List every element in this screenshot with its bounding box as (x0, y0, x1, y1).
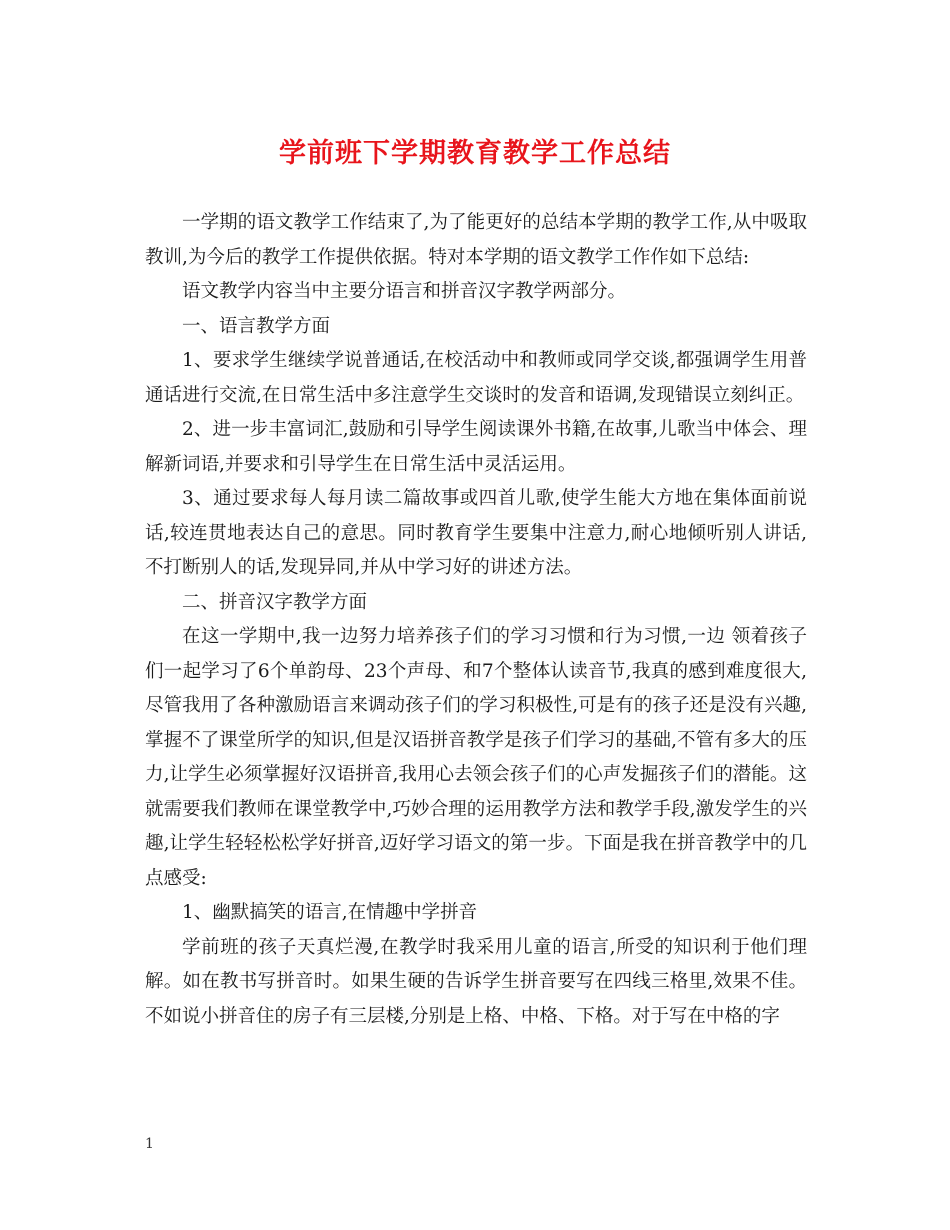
paragraph-humor: 学前班的孩子天真烂漫,在教学时我采用儿童的语言,所受的知识利于他们理解。如在教书写拼音时。如果生硬的告诉学生拼音要写在四线三格里,效果不佳。不如说小拼音住的房子有三层楼,分别是上格、中格、下格。对于写在中格的字 (145, 936, 807, 1027)
paragraph-language-3: 3、通过要求每人每月读二篇故事或四首儿歌,使学生能大方地在集体面前说话,较连贯地表达自己的意思。同时教育学生要集中注意力,耐心地倾听别人讲话,不打断别人的话,发现异同,并从中学习好的讲述方法。 (145, 488, 807, 578)
paragraph-overview: 语文教学内容当中主要分语言和拼音汉字教学两部分。 (182, 281, 627, 302)
section-heading-pinyin: 二、拼音汉字教学方面 (182, 591, 368, 613)
paragraph-pinyin-overview: 在这一学期中,我一边努力培养孩子们的学习习惯和行为习惯,一边 领着孩子们一起学习了6个单韵母、23个声母、和7个整体认读音节,我真的感到难度很大,尽管我用了各种激励语言来调动孩子们的学习积极性,可是有的孩子还是没有兴趣,掌握不了课堂所学的知识,但是汉语拼音教学是孩子们学习的基础,不管有多大的压力,让学生必须掌握好汉语拼音,我用心去领会孩子们的心声发掘孩子们的潜能。这就需要我们教师在课堂教学中,巧妙合理的运用教学方法和教学手段,激发学生的兴趣,让学生轻轻松松学好拼音,迈好学习语文的第一步。下面是我在拼音教学中的几点感受: (145, 626, 807, 889)
paragraph-language-1: 1、要求学生继续学说普通话,在校活动中和教师或同学交谈,都强调学生用普通话进行交流,在日常生活中多注意学生交谈时的发音和语调,发现错误立刻纠正。 (145, 350, 807, 406)
paragraph-intro: 一学期的语文教学工作结束了,为了能更好的总结本学期的教学工作,从中吸取教训,为今后的教学工作提供依据。特对本学期的语文教学工作作如下总结: (145, 212, 807, 268)
subheading-humor: 1、幽默搞笑的语言,在情趣中学拼音 (182, 902, 478, 923)
section-heading-language: 一、语言教学方面 (182, 315, 331, 337)
document-title: 学前班下学期教育教学工作总结 (279, 138, 671, 169)
document-body (145, 206, 807, 1034)
paragraph-language-2: 2、进一步丰富词汇,鼓励和引导学生阅读课外书籍,在故事,儿歌当中体会、理解新词语,并要求和引导学生在日常生活中灵活运用。 (145, 419, 807, 475)
page-number: 1 (145, 1136, 154, 1152)
